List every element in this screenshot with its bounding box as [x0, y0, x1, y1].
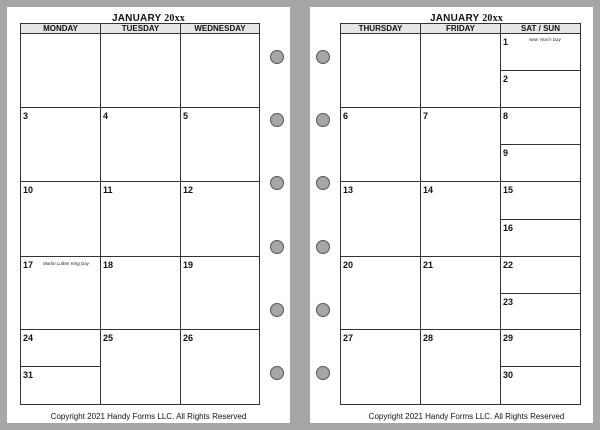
date-number: 21 — [423, 260, 434, 270]
day-cell[interactable] — [101, 257, 181, 330]
right-page — [310, 7, 593, 423]
right-calendar-grid — [340, 23, 581, 405]
day-cell[interactable] — [501, 182, 580, 220]
left-calendar-grid — [20, 23, 260, 405]
date-number: 14 — [423, 185, 434, 195]
binder-hole-icon — [270, 176, 284, 190]
day-cell[interactable] — [21, 330, 101, 367]
date-number: 18 — [103, 260, 114, 270]
date-number: 26 — [183, 333, 194, 343]
date-number: 16 — [503, 223, 514, 233]
day-cell[interactable] — [501, 294, 580, 330]
date-number: 10 — [23, 185, 34, 195]
day-cell[interactable] — [181, 257, 259, 330]
day-cell[interactable] — [181, 330, 259, 404]
day-cell[interactable] — [21, 367, 101, 404]
date-number: 8 — [503, 111, 509, 121]
date-number: 13 — [343, 185, 354, 195]
date-number: 15 — [503, 185, 514, 195]
date-number: 23 — [503, 297, 514, 307]
date-number: 6 — [343, 111, 349, 121]
date-number: 29 — [503, 333, 514, 343]
day-cell[interactable] — [341, 34, 421, 108]
holiday-label: New Year's Day — [529, 37, 561, 42]
header-sat-sun: SAT / SUN — [501, 24, 580, 34]
day-cell[interactable] — [421, 108, 501, 182]
binder-hole-icon — [316, 50, 330, 64]
header-wednesday: WEDNESDAY — [181, 24, 259, 34]
date-number: 7 — [423, 111, 429, 121]
date-number: 24 — [23, 333, 34, 343]
year-label: 20xx — [482, 13, 503, 24]
binder-hole-icon — [316, 176, 330, 190]
day-cell[interactable] — [421, 182, 501, 257]
day-cell[interactable] — [181, 108, 259, 182]
header-friday: FRIDAY — [421, 24, 501, 34]
day-cell[interactable] — [101, 330, 181, 404]
date-number: 2 — [503, 74, 509, 84]
date-number: 11 — [103, 185, 113, 195]
date-number: 4 — [103, 111, 109, 121]
day-cell[interactable] — [501, 257, 580, 294]
day-cell[interactable] — [181, 182, 259, 257]
day-cell[interactable] — [341, 330, 421, 404]
date-number: 1 — [503, 37, 509, 47]
date-number: 20 — [343, 260, 354, 270]
day-cell[interactable] — [501, 145, 580, 182]
left-page — [7, 7, 290, 423]
date-number: 31 — [23, 370, 34, 380]
binder-hole-icon — [316, 366, 330, 380]
day-cell[interactable] — [101, 108, 181, 182]
date-number: 3 — [23, 111, 29, 121]
day-cell[interactable] — [21, 108, 101, 182]
day-cell[interactable] — [341, 182, 421, 257]
day-cell[interactable] — [501, 108, 580, 145]
day-cell[interactable] — [21, 34, 101, 108]
date-number: 22 — [503, 260, 514, 270]
binder-hole-icon — [316, 240, 330, 254]
date-number: 30 — [503, 370, 514, 380]
binder-hole-icon — [270, 303, 284, 317]
binder-hole-icon — [316, 303, 330, 317]
day-cell[interactable] — [341, 257, 421, 330]
day-cell[interactable] — [501, 71, 580, 108]
binder-hole-icon — [270, 50, 284, 64]
date-number: 12 — [183, 185, 194, 195]
day-cell[interactable] — [421, 34, 501, 108]
month-label: JANUARY — [430, 13, 480, 24]
day-cell[interactable] — [21, 257, 101, 330]
day-cell[interactable] — [501, 34, 580, 71]
binder-hole-icon — [270, 366, 284, 380]
day-cell[interactable] — [501, 220, 580, 257]
date-number: 19 — [183, 260, 194, 270]
date-number: 9 — [503, 148, 509, 158]
day-cell[interactable] — [341, 108, 421, 182]
year-label: 20xx — [164, 13, 185, 24]
month-label: JANUARY — [112, 13, 162, 24]
header-thursday: THURSDAY — [341, 24, 421, 34]
day-cell[interactable] — [101, 34, 181, 108]
day-cell[interactable] — [101, 182, 181, 257]
holiday-label: Martin Luther King Day — [43, 261, 90, 266]
day-cell[interactable] — [501, 367, 580, 404]
header-tuesday: TUESDAY — [101, 24, 181, 34]
date-number: 25 — [103, 333, 114, 343]
day-cell[interactable] — [421, 330, 501, 404]
day-cell[interactable] — [501, 330, 580, 367]
date-number: 17 — [23, 260, 34, 270]
copyright-footer: Copyright 2021 Handy Forms LLC. All Rights Reserved — [368, 412, 565, 421]
date-number: 5 — [183, 111, 189, 121]
header-monday: MONDAY — [21, 24, 101, 34]
day-cell[interactable] — [181, 34, 259, 108]
day-cell[interactable] — [21, 182, 101, 257]
date-number: 27 — [343, 333, 354, 343]
binder-hole-icon — [270, 240, 284, 254]
binder-hole-icon — [270, 113, 284, 127]
copyright-footer: Copyright 2021 Handy Forms LLC. All Rights Reserved — [50, 412, 247, 421]
date-number: 28 — [423, 333, 434, 343]
day-cell[interactable] — [421, 257, 501, 330]
binder-hole-icon — [316, 113, 330, 127]
